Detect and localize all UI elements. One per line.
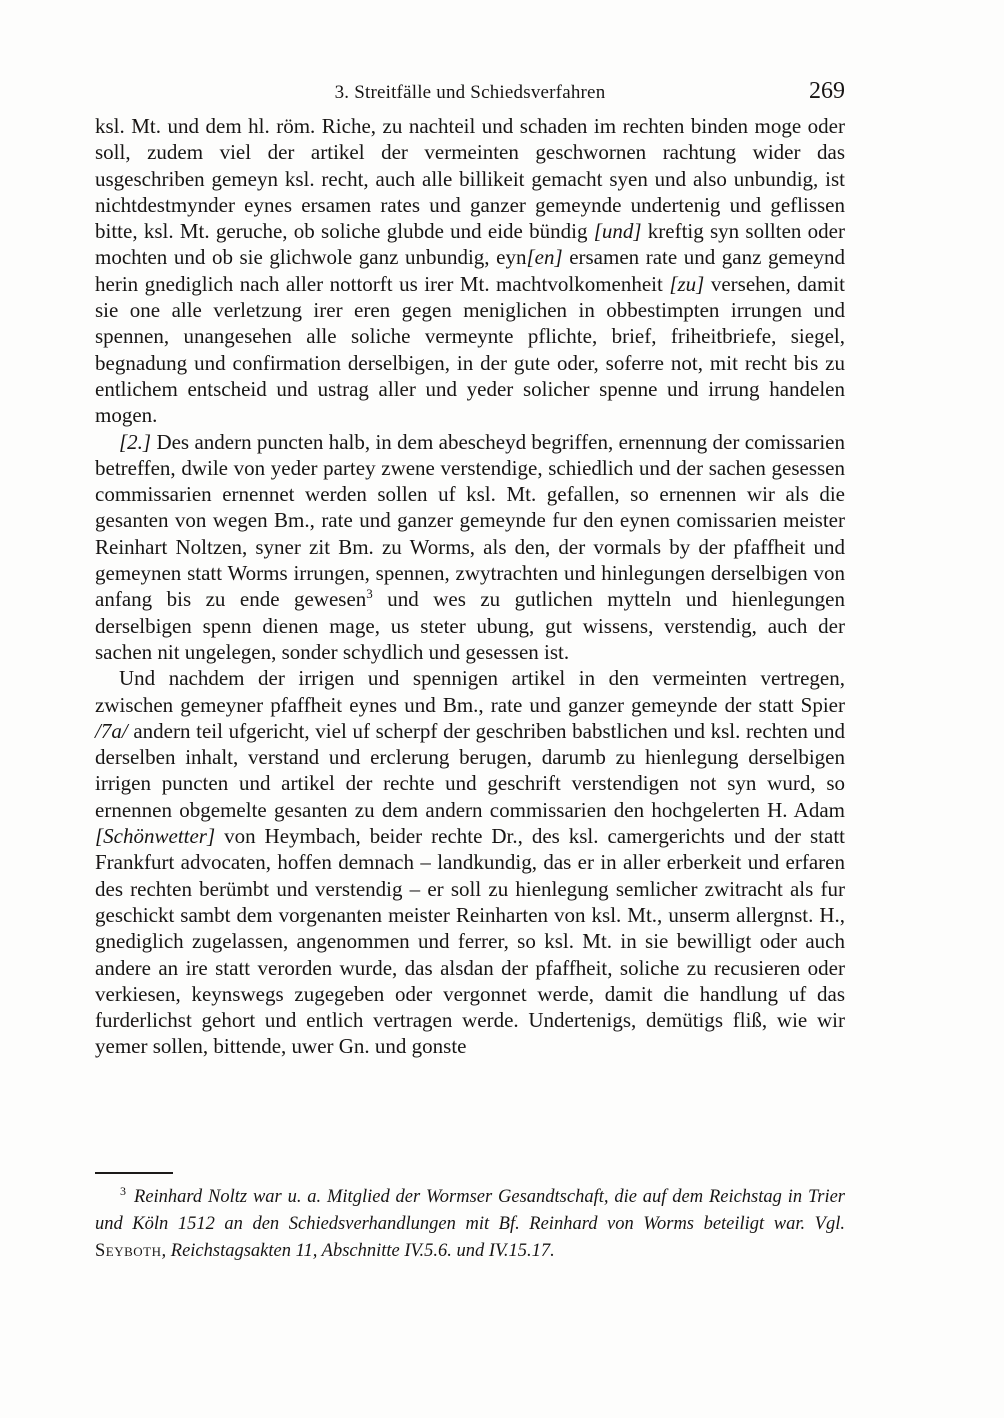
section-marker: [2.] xyxy=(119,429,152,454)
paragraph-3 xyxy=(95,665,845,1059)
footnote-text-segment: , Reichstagsakten 11, Abschnitte IV.5.6. und IV.15.17. xyxy=(161,1241,555,1261)
editorial-insertion: [en] xyxy=(526,245,563,270)
text-segment: kreftig syn sollten oder mochten und ob sie glichwole ganz unbundig, eyn xyxy=(95,219,845,270)
footnote-3 xyxy=(95,1184,845,1265)
folio-marker: /7a/ xyxy=(95,718,128,743)
text-segment: Und nachdem der irrigen und spennigen artikel in den vermeinten vertregen, zwischen gemeyner pfaffheit eynes und Bm., rate und ganzer gemeynde der statt Spier xyxy=(95,666,845,717)
text-segment: von Heymbach, beider rechte Dr., des ksl. camergerichts und der statt Frankfurt advocaten, hoffen demnach – landkundig, das er in aller erberkeit und erfaren des rechten berümbt und verstendig – er soll zu hienlegung semlicher zwitracht als fur geschickt sambt dem vorgenanten meister Reinharten von ksl. Mt., unserm allergnst. H., gnediglich zugelassen, angenommen und ferrer, so ksl. Mt. in sie bewilligt oder auch andere an ire statt verorden wurde, das alsdan der pfaffheit, soliche zu recusieren oder verkiesen, keynswegs zugegeben oder vergonnet werde, damit die handlung uf das furderlichst gehort und entlich vertragen werde. Undertenigs, demütigs fliß, wie wir yemer sollen, bittende, uwer Gn. und gonste xyxy=(95,824,845,1059)
footnote-reference-3: 3 xyxy=(366,586,373,602)
text-segment: ksl. Mt. und dem hl. röm. Riche, zu nachteil und schaden im rechten binden moge oder soll, zudem viel der artikel der vermeinten geschwornen rachtung wider das usgeschriben gemeyn ksl. recht, auch alle billikeit gemacht syen und also unbundig, ist nichtdestmynder eynes ersamen rates und ganzer gemeynde undertenig und geflissen bitte, ksl. Mt. geruche, ob soliche glubde und eide bündig xyxy=(95,114,845,244)
paragraph-1 xyxy=(95,113,845,429)
text-segment: andern teil ufgericht, viel uf scherpf der geschriben babstlichen und ksl. rechten und derselben inhalt, verstand und erclerung berugen, darumb zu hienlegung derselbigen irrigen puncten und artikel der rechte und geschrift verstendigen not syn wurd, so ernennen obgemelte gesanten zu dem andern commissarien den hochgelerten H. Adam xyxy=(95,718,845,822)
main-text-block xyxy=(95,113,845,1060)
footnote-text-segment: Reinhard Noltz war u. a. Mitglied der Wormser Gesandtschaft, die auf dem Reichstag in Trier und Köln 1512 an den Schiedsverhandlungen mit Bf. Reinhard von Worms beteiligt war. Vgl. xyxy=(95,1187,845,1234)
page-number: 269 xyxy=(809,78,845,104)
author-smallcaps: Seyboth xyxy=(95,1241,162,1261)
footnote-number: 3 xyxy=(120,1183,127,1198)
running-head xyxy=(95,78,845,108)
editorial-insertion: [Schönwetter] xyxy=(95,824,216,849)
text-segment: versehen, damit sie one alle verletzung irer eren gegen meniglichen in obbestimpten irrungen und spennen, unangesehen alle soliche vermeynte pflichte, brief, friheitbriefe, siegel, begnadung und confirmation derselbigen, in der gute oder, soferre not, mit recht bis zu entlichem entscheid und ustrag aller und yeder solicher spenne und irrung handelen mogen. xyxy=(95,271,846,428)
editorial-insertion: [und] xyxy=(593,219,642,244)
text-segment: ersamen rate und ganz gemeynd herin gnediglich nach aller nottorft us irer Mt. machtvolkomenheit xyxy=(95,245,845,296)
text-segment: Des andern puncten halb, in dem abescheyd begriffen, ernennung der comissarien betreffen, dwile von yeder partey zwene verstendige, schiedlich und der sachen gesessen commissarien ernennet werden sollen uf ksl. Mt. gefallen, so ernennen wir als die gesanten von wegen Bm., rate und ganzer gemeynde fur den eynen comissarien meister Reinhart Noltzen, syner zit Bm. zu Worms, als den, der vormals by der pfaffheit und gemeynen statt Worms irrungen, spennen, zwytrachten und hinlegungen derselbigen von anfang bis zu ende gewesen xyxy=(95,429,845,612)
editorial-insertion: [zu] xyxy=(669,271,705,296)
text-segment: und wes zu gutlichen mytteln und hienlegungen derselbigen spenn dienen mage, us steter ubung, gut wissens, verstendig, auch der sachen nit ungelegen, sonder schydlich und gesessen ist. xyxy=(95,587,845,664)
footnote-separator-rule xyxy=(95,1172,173,1174)
running-title: 3. Streitfälle und Schiedsverfahren xyxy=(334,82,606,103)
footnote-block xyxy=(95,1160,845,1265)
paragraph-2 xyxy=(95,429,845,666)
